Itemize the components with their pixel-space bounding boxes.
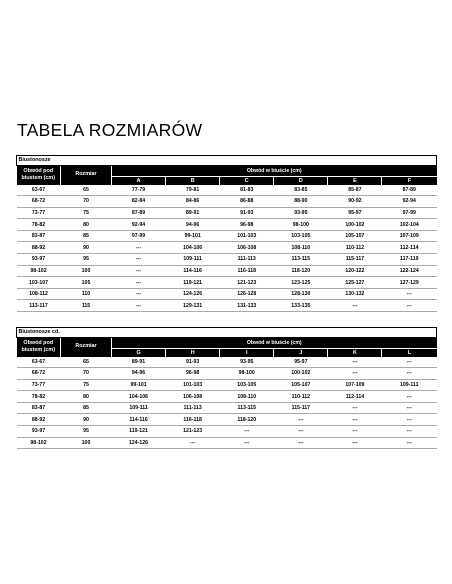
cup-header: L bbox=[382, 348, 437, 357]
bust-cell: 89-91 bbox=[166, 207, 220, 219]
under-bust-cell: 73-77 bbox=[17, 207, 61, 219]
bust-cell: 112-114 bbox=[382, 242, 437, 254]
bust-cell: --- bbox=[382, 426, 437, 438]
bust-cell: 122-124 bbox=[382, 265, 437, 277]
bust-cell: 108-110 bbox=[220, 391, 274, 403]
under-bust-cell: 78-82 bbox=[17, 391, 61, 403]
table-row bbox=[17, 207, 437, 219]
bust-cell: 112-114 bbox=[328, 391, 382, 403]
bust-cell: 117-119 bbox=[382, 254, 437, 266]
bust-cell: --- bbox=[382, 437, 437, 449]
bust-cell: 109-111 bbox=[382, 379, 437, 391]
page-title: TABELA ROZMIARÓW bbox=[17, 120, 203, 140]
bust-cell: 128-130 bbox=[274, 288, 328, 300]
bust-cell: 94-96 bbox=[112, 368, 166, 380]
table-row bbox=[17, 230, 437, 242]
bust-cell: 94-96 bbox=[166, 219, 220, 231]
cup-header: D bbox=[274, 176, 328, 185]
under-bust-cell: 63-67 bbox=[17, 357, 61, 368]
cup-header: H bbox=[166, 348, 220, 357]
bust-cell: --- bbox=[274, 426, 328, 438]
bust-cell: --- bbox=[382, 368, 437, 380]
cup-header: B bbox=[166, 176, 220, 185]
under-bust-header: Obwód pod biustem (cm) bbox=[17, 337, 61, 357]
bust-cell: 86-88 bbox=[220, 196, 274, 208]
under-bust-cell: 63-67 bbox=[17, 185, 61, 196]
bust-cell: 107-109 bbox=[382, 230, 437, 242]
bust-cell: --- bbox=[274, 414, 328, 426]
bust-cell: --- bbox=[382, 300, 437, 312]
table-row bbox=[17, 368, 437, 380]
size-cell: 115 bbox=[61, 300, 112, 312]
bust-cell: 83-85 bbox=[274, 185, 328, 196]
bust-cell: 98-100 bbox=[274, 219, 328, 231]
bust-cell: --- bbox=[112, 242, 166, 254]
table-row bbox=[17, 391, 437, 403]
table-row bbox=[17, 277, 437, 289]
bust-cell: 119-121 bbox=[112, 426, 166, 438]
table-row bbox=[17, 219, 437, 231]
size-table-2 bbox=[16, 327, 437, 449]
bust-cell: --- bbox=[328, 437, 382, 449]
bust-cell: 93-95 bbox=[274, 207, 328, 219]
bust-cell: 116-118 bbox=[220, 265, 274, 277]
bust-cell: 98-100 bbox=[220, 368, 274, 380]
table-row bbox=[17, 242, 437, 254]
bust-cell: 91-93 bbox=[166, 357, 220, 368]
bust-cell: --- bbox=[382, 357, 437, 368]
table-row bbox=[17, 300, 437, 312]
under-bust-cell: 78-82 bbox=[17, 219, 61, 231]
bust-cell: 109-111 bbox=[166, 254, 220, 266]
bust-cell: --- bbox=[328, 300, 382, 312]
size-header: Rozmiar bbox=[61, 337, 112, 357]
size-cell: 85 bbox=[61, 402, 112, 414]
under-bust-cell: 108-112 bbox=[17, 288, 61, 300]
bust-cell: --- bbox=[112, 300, 166, 312]
cup-header: I bbox=[220, 348, 274, 357]
cup-header: K bbox=[328, 348, 382, 357]
under-bust-cell: 93-97 bbox=[17, 426, 61, 438]
bust-cell: 133-135 bbox=[274, 300, 328, 312]
table-caption: Biustonosze cd. bbox=[17, 328, 437, 338]
bust-cell: --- bbox=[112, 265, 166, 277]
bust-cell: 99-101 bbox=[166, 230, 220, 242]
bust-cell: 103-105 bbox=[274, 230, 328, 242]
bust-cell: 108-110 bbox=[274, 242, 328, 254]
bust-cell: 124-126 bbox=[112, 437, 166, 449]
bust-cell: 85-87 bbox=[328, 185, 382, 196]
bust-cell: 125-127 bbox=[328, 277, 382, 289]
table-row bbox=[17, 196, 437, 208]
bust-cell: --- bbox=[382, 402, 437, 414]
under-bust-cell: 98-102 bbox=[17, 437, 61, 449]
bust-cell: 99-101 bbox=[112, 379, 166, 391]
bust-cell: --- bbox=[328, 426, 382, 438]
size-cell: 90 bbox=[61, 242, 112, 254]
bust-cell: --- bbox=[112, 254, 166, 266]
bust-header: Obwód w biuście (cm) bbox=[112, 337, 437, 348]
size-cell: 70 bbox=[61, 196, 112, 208]
bust-cell: 114-116 bbox=[166, 265, 220, 277]
bust-cell: 106-108 bbox=[166, 391, 220, 403]
cup-header: G bbox=[112, 348, 166, 357]
bust-cell: 100-102 bbox=[328, 219, 382, 231]
bust-cell: 84-86 bbox=[166, 196, 220, 208]
size-cell: 85 bbox=[61, 230, 112, 242]
size-header: Rozmiar bbox=[61, 165, 112, 185]
bust-cell: --- bbox=[382, 288, 437, 300]
bust-cell: --- bbox=[166, 437, 220, 449]
size-cell: 75 bbox=[61, 379, 112, 391]
bust-cell: --- bbox=[112, 277, 166, 289]
bust-cell: 130-132 bbox=[328, 288, 382, 300]
bust-cell: 95-97 bbox=[328, 207, 382, 219]
bust-cell: 113-115 bbox=[274, 254, 328, 266]
table-row bbox=[17, 379, 437, 391]
under-bust-cell: 98-102 bbox=[17, 265, 61, 277]
bust-cell: --- bbox=[112, 288, 166, 300]
bust-cell: 96-98 bbox=[220, 219, 274, 231]
under-bust-cell: 68-72 bbox=[17, 368, 61, 380]
bust-cell: --- bbox=[382, 414, 437, 426]
bust-cell: --- bbox=[328, 414, 382, 426]
bust-cell: 87-89 bbox=[382, 185, 437, 196]
bust-cell: 114-116 bbox=[112, 414, 166, 426]
size-cell: 70 bbox=[61, 368, 112, 380]
size-cell: 80 bbox=[61, 391, 112, 403]
bust-header: Obwód w biuście (cm) bbox=[112, 165, 437, 176]
under-bust-cell: 83-87 bbox=[17, 402, 61, 414]
bust-cell: 115-117 bbox=[328, 254, 382, 266]
bust-cell: --- bbox=[220, 437, 274, 449]
bust-cell: 104-106 bbox=[112, 391, 166, 403]
cup-header: C bbox=[220, 176, 274, 185]
bust-cell: 90-92 bbox=[328, 196, 382, 208]
bust-cell: 97-99 bbox=[112, 230, 166, 242]
bust-cell: 121-123 bbox=[166, 426, 220, 438]
size-cell: 95 bbox=[61, 254, 112, 266]
bust-cell: 96-98 bbox=[166, 368, 220, 380]
bust-cell: 93-95 bbox=[220, 357, 274, 368]
bust-cell: 107-109 bbox=[328, 379, 382, 391]
bust-cell: 116-118 bbox=[166, 414, 220, 426]
cup-header: A bbox=[112, 176, 166, 185]
bust-cell: --- bbox=[274, 437, 328, 449]
bust-cell: 131-133 bbox=[220, 300, 274, 312]
under-bust-cell: 83-87 bbox=[17, 230, 61, 242]
size-cell: 95 bbox=[61, 426, 112, 438]
under-bust-cell: 103-107 bbox=[17, 277, 61, 289]
under-bust-cell: 113-117 bbox=[17, 300, 61, 312]
under-bust-cell: 68-72 bbox=[17, 196, 61, 208]
table-caption-row bbox=[17, 328, 437, 338]
bust-cell: 127-129 bbox=[382, 277, 437, 289]
bust-cell: 119-121 bbox=[166, 277, 220, 289]
cup-header: J bbox=[274, 348, 328, 357]
bust-cell: 101-103 bbox=[166, 379, 220, 391]
bust-cell: 111-113 bbox=[166, 402, 220, 414]
bust-cell: 103-105 bbox=[220, 379, 274, 391]
table-row bbox=[17, 185, 437, 196]
bust-cell: 109-111 bbox=[112, 402, 166, 414]
under-bust-cell: 73-77 bbox=[17, 379, 61, 391]
size-cell: 65 bbox=[61, 185, 112, 196]
bust-cell: 101-103 bbox=[220, 230, 274, 242]
bust-cell: 102-104 bbox=[382, 219, 437, 231]
bust-cell: 129-131 bbox=[166, 300, 220, 312]
table-row bbox=[17, 426, 437, 438]
size-table-1 bbox=[16, 155, 437, 312]
size-cell: 80 bbox=[61, 219, 112, 231]
bust-cell: 97-99 bbox=[382, 207, 437, 219]
bust-cell: --- bbox=[328, 357, 382, 368]
size-cell: 100 bbox=[61, 437, 112, 449]
bust-cell: 104-106 bbox=[166, 242, 220, 254]
table-row bbox=[17, 414, 437, 426]
cup-header: F bbox=[382, 176, 437, 185]
bust-cell: --- bbox=[328, 402, 382, 414]
bust-cell: 81-83 bbox=[220, 185, 274, 196]
under-bust-cell: 88-92 bbox=[17, 242, 61, 254]
header-row bbox=[17, 165, 437, 176]
table-row bbox=[17, 265, 437, 277]
bust-cell: 87-89 bbox=[112, 207, 166, 219]
bust-cell: 95-97 bbox=[274, 357, 328, 368]
table-row bbox=[17, 437, 437, 449]
table-row bbox=[17, 402, 437, 414]
bust-cell: 126-128 bbox=[220, 288, 274, 300]
cup-header: E bbox=[328, 176, 382, 185]
size-cell: 75 bbox=[61, 207, 112, 219]
bust-cell: 77-79 bbox=[112, 185, 166, 196]
bust-cell: --- bbox=[328, 368, 382, 380]
bust-cell: --- bbox=[382, 391, 437, 403]
under-bust-cell: 93-97 bbox=[17, 254, 61, 266]
size-cell: 90 bbox=[61, 414, 112, 426]
bust-cell: 92-94 bbox=[112, 219, 166, 231]
header-row bbox=[17, 337, 437, 348]
under-bust-header: Obwód pod biustem (cm) bbox=[17, 165, 61, 185]
bust-cell: 100-102 bbox=[274, 368, 328, 380]
bust-cell: 118-120 bbox=[274, 265, 328, 277]
table-row bbox=[17, 288, 437, 300]
bust-cell: 111-113 bbox=[220, 254, 274, 266]
table-row bbox=[17, 357, 437, 368]
bust-cell: 123-125 bbox=[274, 277, 328, 289]
bust-cell: 91-93 bbox=[220, 207, 274, 219]
table-row bbox=[17, 254, 437, 266]
bust-cell: 115-117 bbox=[274, 402, 328, 414]
size-cell: 105 bbox=[61, 277, 112, 289]
table-caption-row bbox=[17, 156, 437, 166]
bust-cell: 110-112 bbox=[274, 391, 328, 403]
bust-cell: 121-123 bbox=[220, 277, 274, 289]
bust-cell: 79-81 bbox=[166, 185, 220, 196]
bust-cell: 92-94 bbox=[382, 196, 437, 208]
bust-cell: 105-107 bbox=[274, 379, 328, 391]
under-bust-cell: 88-92 bbox=[17, 414, 61, 426]
bust-cell: 106-108 bbox=[220, 242, 274, 254]
size-cell: 110 bbox=[61, 288, 112, 300]
size-cell: 65 bbox=[61, 357, 112, 368]
bust-cell: 82-84 bbox=[112, 196, 166, 208]
bust-cell: 88-90 bbox=[274, 196, 328, 208]
bust-cell: 124-126 bbox=[166, 288, 220, 300]
bust-cell: 118-120 bbox=[220, 414, 274, 426]
bust-cell: 113-115 bbox=[220, 402, 274, 414]
bust-cell: --- bbox=[220, 426, 274, 438]
size-cell: 100 bbox=[61, 265, 112, 277]
bust-cell: 110-112 bbox=[328, 242, 382, 254]
bust-cell: 120-122 bbox=[328, 265, 382, 277]
bust-cell: 89-91 bbox=[112, 357, 166, 368]
bust-cell: 105-107 bbox=[328, 230, 382, 242]
table-caption: Biustonosze bbox=[17, 156, 437, 166]
